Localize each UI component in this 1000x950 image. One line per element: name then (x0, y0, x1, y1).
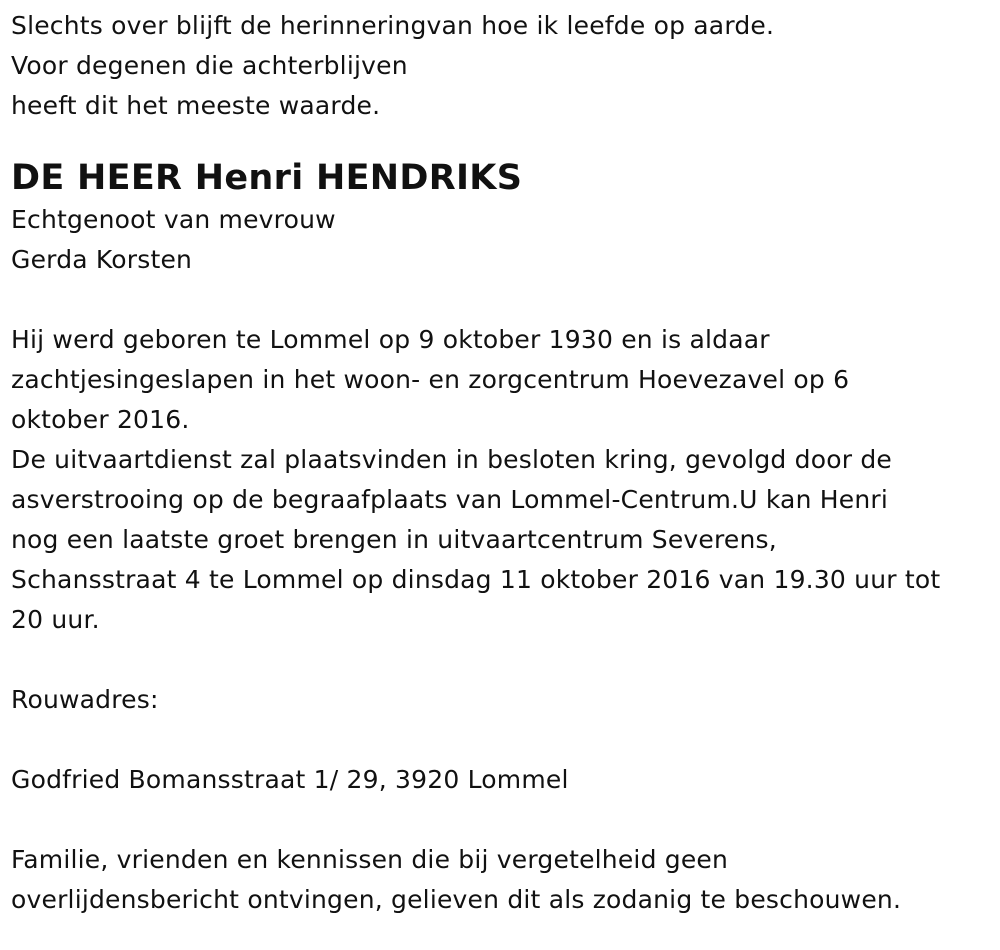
announcement-block (11, 320, 991, 640)
announcement-line: zachtjesingeslapen in het woon- en zorgcentrum Hoevezavel op 6 (11, 365, 850, 394)
poem-block (11, 6, 991, 126)
spacer (11, 720, 991, 760)
poem-line: Voor degenen die achterblijven (11, 51, 408, 80)
address-label: Rouwadres: (11, 685, 159, 714)
spouse-block (11, 200, 991, 280)
address: Godfried Bomansstraat 1/ 29, 3920 Lommel (11, 765, 569, 794)
deceased-name: DE HEER Henri HENDRIKS (11, 158, 523, 198)
announcement-line: De uitvaartdienst zal plaatsvinden in besloten kring, gevolgd door de (11, 445, 892, 474)
announcement-line: 20 uur. (11, 605, 100, 634)
closing-block (11, 840, 991, 920)
announcement-line: asverstrooing op de begraafplaats van Lommel-Centrum.U kan Henri (11, 485, 889, 514)
spacer (11, 126, 991, 156)
closing-line: overlijdensbericht ontvingen, gelieven dit als zodanig te beschouwen. (11, 885, 902, 914)
spacer (11, 640, 991, 680)
spouse-line: Echtgenoot van mevrouw (11, 205, 336, 234)
announcement-line: oktober 2016. (11, 405, 190, 434)
announcement-line: Hij werd geboren te Lommel op 9 oktober 1930 en is aldaar (11, 325, 770, 354)
poem-line: heeft dit het meeste waarde. (11, 91, 381, 120)
spouse-line: Gerda Korsten (11, 245, 193, 274)
spacer (11, 280, 991, 320)
poem-line: Slechts over blijft de herinneringvan hoe ik leefde op aarde. (11, 11, 775, 40)
spacer (11, 800, 991, 840)
obituary-document (11, 6, 991, 920)
announcement-line: nog een laatste groet brengen in uitvaartcentrum Severens, (11, 525, 777, 554)
announcement-line: Schansstraat 4 te Lommel op dinsdag 11 oktober 2016 van 19.30 uur tot (11, 565, 941, 594)
closing-line: Familie, vrienden en kennissen die bij vergetelheid geen (11, 845, 729, 874)
